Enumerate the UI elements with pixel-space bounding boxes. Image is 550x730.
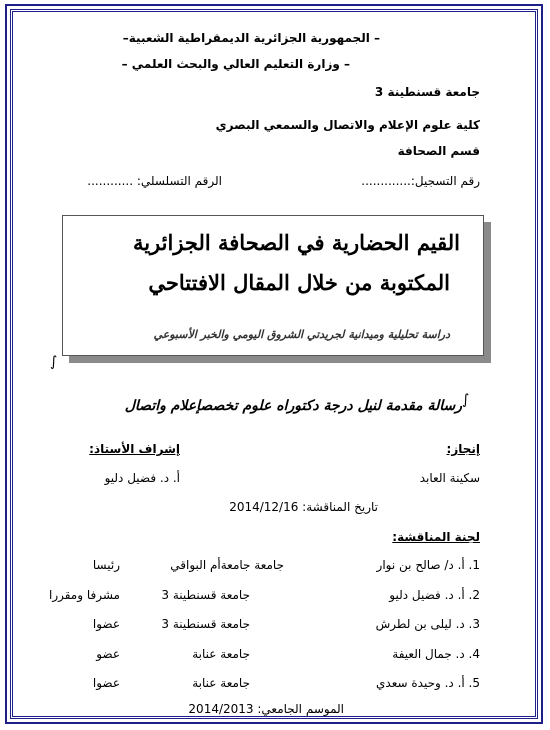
department-name: قسم الصحافة [397, 144, 480, 158]
committee-member-role: رئيسا [92, 558, 120, 572]
committee-member-name: 1. أ. د/ صالح بن نوار [376, 558, 480, 572]
committee-member-name: 3. د. ليلى بن لطرش [375, 617, 480, 631]
committee-member-name: 5. أ. د. وحيدة سعدي [376, 676, 480, 690]
thesis-statement: رسالة مقدمة لنيل درجة دكتوراه علوم تخصصإعلام واتصال [124, 398, 462, 414]
supervision-label: إشراف الأستاذ: [89, 442, 180, 456]
academic-year: الموسم الجامعي: 2014/2013 [188, 702, 344, 716]
committee-member-role: مشرفا ومقررا [48, 588, 120, 602]
defense-date: تاريخ المناقشة: 2014/12/16 [229, 500, 378, 514]
committee-member-university: جامعة قسنطينة 3 [161, 617, 250, 631]
committee-member-name: 2. أ. د. فضيل دليو [389, 588, 480, 602]
text-cursor-icon: ∫ [50, 354, 58, 370]
serial-number: الرقم التسلسلي: ............ [87, 174, 222, 188]
republic-line: – الجمهورية الجزائرية الديمقراطية الشعبية– [122, 31, 380, 45]
thesis-subtitle: دراسة تحليلية وميدانية لجريدتي الشروق اليومي والخبر الأسبوعي [153, 328, 450, 341]
committee-member-university: جامعة عنابة [192, 676, 250, 690]
committee-member-university: جامعة جامعةأم البواقي [170, 558, 284, 572]
prepared-name: سكينة العابد [419, 471, 480, 485]
faculty-name: كلية علوم الإعلام والاتصال والسمعي البصري [215, 118, 480, 132]
committee-label: لجنة المناقشة: [392, 530, 480, 544]
prepared-label: إنجاز: [446, 442, 480, 456]
committee-member-role: عضوا [92, 676, 120, 690]
university-name: جامعة قسنطينة 3 [374, 85, 480, 99]
committee-member-role: عضوا [92, 617, 120, 631]
committee-member-role: عضو [96, 647, 120, 661]
page-border-inner [10, 9, 538, 719]
thesis-title-line2: المكتوبة من خلال المقال الافتتاحي [148, 270, 450, 295]
committee-member-university: جامعة عنابة [192, 647, 250, 661]
registration-number: رقم التسجيل:............. [361, 174, 480, 188]
ministry-line: – وزارة التعليم العالي والبحث العلمي – [121, 57, 350, 71]
committee-member-university: جامعة قسنطينة 3 [161, 588, 250, 602]
committee-member-name: 4. د. جمال العيفة [392, 647, 480, 661]
supervisor-name: أ. د. فضيل دليو [104, 471, 180, 485]
thesis-title-line1: القيم الحضارية في الصحافة الجزائرية [132, 230, 460, 255]
text-cursor-icon-2: ∫ [462, 392, 470, 408]
